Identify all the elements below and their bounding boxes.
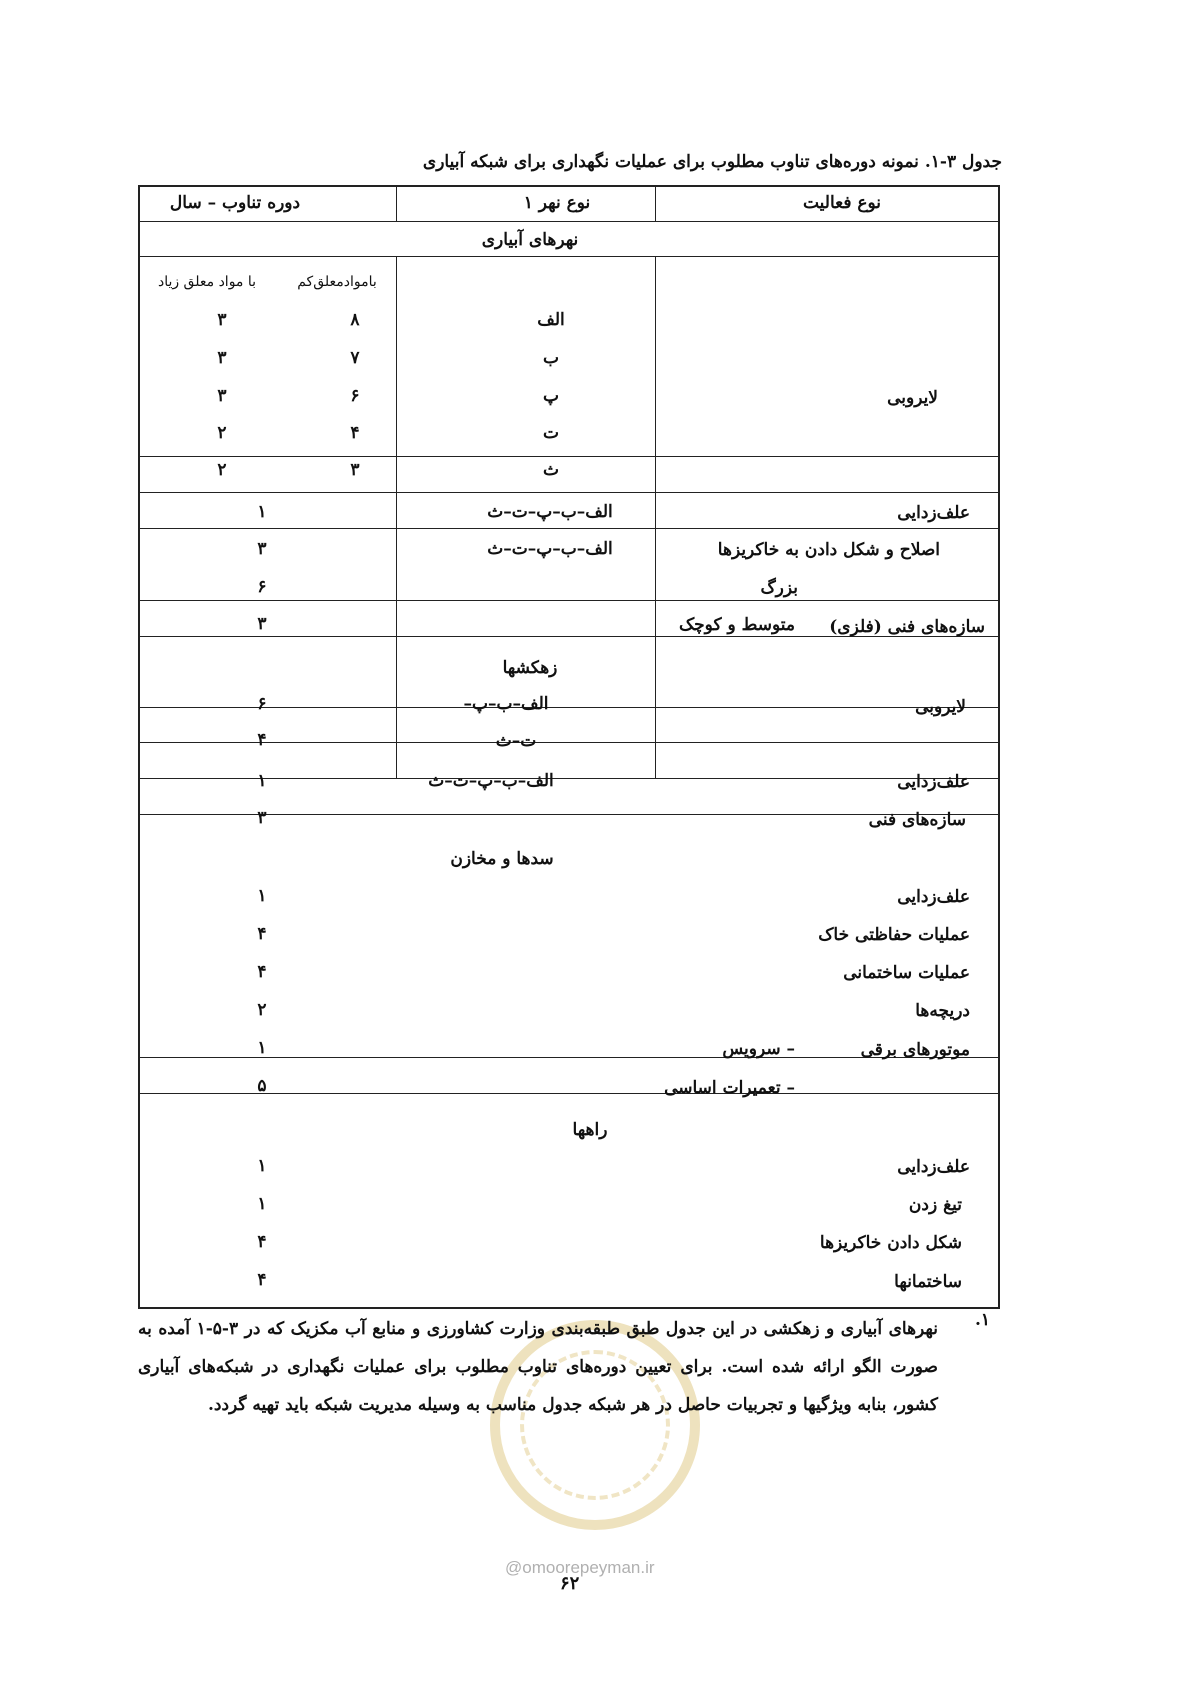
irrigation-high-value: ۳ [217, 310, 227, 330]
col-divider [655, 187, 656, 221]
header-period: دوره تناوب – سال [169, 193, 301, 213]
roads-row-period: ۴ [257, 1232, 267, 1252]
col-divider [655, 256, 656, 778]
dams-service-period: ۱ [257, 1038, 267, 1058]
section-dams: سدها و مخازن [450, 849, 554, 869]
dams-service-label: – سرویس [722, 1039, 795, 1059]
dams-motors-label: موتورهای برقی [860, 1040, 970, 1060]
dams-row-label: علف‌زدایی [897, 887, 970, 907]
irrigation-high-value: ۳ [217, 348, 227, 368]
row-divider [140, 707, 998, 708]
structures-small-label: متوسط و کوچک [678, 615, 795, 635]
roads-row-label: ساختمانها [894, 1272, 962, 1292]
drains-dredging-label: لایروبی [915, 697, 966, 717]
footnote-number: .۱ [975, 1310, 991, 1330]
col-divider [396, 187, 397, 221]
irrigation-type: پ [542, 386, 560, 406]
irrigation-low-value: ۳ [350, 460, 360, 480]
row-divider [140, 742, 998, 743]
irrigation-weeding-type: الف–ب–پ–ت–ث [487, 502, 613, 522]
irrigation-low-value: ۷ [350, 348, 360, 368]
drains-weeding-period: ۱ [257, 771, 267, 791]
roads-row-period: ۱ [257, 1194, 267, 1214]
footnote-text: نهرهای آبیاری و زهکشی در این جدول طبق طبقه‌بندی وزارت کشاورزی و منابع آب مکزیک که در ۳-۵-۱ آمده به صورت الگو ارائه شده است. برای تعیین دوره‌های تناوب مطلوب برای عملیات نگهداری در شبکه‌های آبیاری کشور، بنابه ویژگیها و تجربیات حاصل در هر شبکه جدول مناسب به وسیله مدیریت شبکه باید تهیه گردد. [138, 1319, 938, 1415]
irrigation-embankment-label: اصلاح و شکل دادن به خاکریزها [717, 540, 940, 560]
section-roads: راهها [572, 1120, 608, 1140]
row-divider [140, 778, 998, 779]
irrigation-weeding-period: ۱ [257, 502, 267, 522]
row-divider [140, 256, 998, 257]
roads-row-label: شکل دادن خاکریزها [819, 1233, 962, 1253]
col-divider [396, 256, 397, 778]
dams-row-label: عملیات ساختمانی [843, 963, 970, 983]
drains-structures-period: ۳ [257, 808, 267, 828]
irrigation-embankment-type: الف–ب–پ–ت–ث [487, 539, 613, 559]
structures-label: سازه‌های فنی (فلزی) [829, 617, 985, 637]
header-activity: نوع فعالیت [802, 193, 882, 213]
drains-dredging-period1: ۶ [257, 694, 267, 714]
irrigation-low-value: ۸ [350, 310, 360, 330]
dams-row-period: ۴ [257, 924, 267, 944]
row-divider [140, 492, 998, 493]
irrigation-embankment-period: ۳ [257, 539, 267, 559]
drains-weeding-label: علف‌زدایی [897, 772, 970, 792]
drains-structures-label: سازه‌های فنی [868, 810, 966, 830]
drains-weeding-type: الف–ب–پ–ت–ث [428, 771, 554, 791]
subheader-high-sediment: با مواد معلق زیاد [157, 274, 257, 290]
irrigation-low-value: ۶ [350, 386, 360, 406]
roads-row-period: ۱ [257, 1156, 267, 1176]
irrigation-weeding-label: علف‌زدایی [897, 503, 970, 523]
dams-row-period: ۴ [257, 962, 267, 982]
dams-row-label: دریچه‌ها [915, 1001, 970, 1021]
drains-dredging-type1: الف–ب–پ– [463, 694, 549, 714]
maintenance-table [138, 185, 1000, 1309]
irrigation-high-value: ۳ [217, 386, 227, 406]
dams-overhaul-label: – تعمیرات اساسی [664, 1078, 795, 1098]
irrigation-low-value: ۴ [350, 423, 360, 443]
section-drains: زهکشها [502, 658, 558, 678]
dams-overhaul-period: ۵ [257, 1076, 267, 1096]
row-divider [140, 600, 998, 601]
drains-dredging-type2: ت–ث [495, 731, 537, 751]
page-number: ۶۲ [560, 1573, 580, 1594]
structures-small-period: ۳ [257, 614, 267, 634]
table-caption: جدول ۳-۱. نمونه دوره‌های تناوب مطلوب برای عملیات نگهداری برای شبکه آبیاری [422, 152, 1002, 172]
header-canal-type: نوع نهر ۱ [523, 193, 591, 213]
irrigation-type: ب [542, 348, 560, 368]
dams-row-period: ۲ [257, 1000, 267, 1020]
irrigation-type: الف [537, 310, 565, 330]
row-divider [140, 1093, 998, 1094]
irrigation-type: ت [542, 423, 560, 443]
drains-dredging-period2: ۴ [257, 730, 267, 750]
irrigation-high-value: ۲ [217, 423, 227, 443]
irrigation-dredging-label: لایروبی [887, 388, 938, 408]
dams-row-period: ۱ [257, 886, 267, 906]
roads-row-period: ۴ [257, 1270, 267, 1290]
row-divider [140, 221, 998, 222]
roads-row-label: علف‌زدایی [897, 1157, 970, 1177]
irrigation-high-value: ۲ [217, 460, 227, 480]
irrigation-type: ث [542, 460, 560, 480]
dams-row-label: عملیات حفاظتی خاک [818, 925, 970, 945]
structures-large-period: ۶ [257, 577, 267, 597]
row-divider [140, 456, 998, 457]
section-irrigation: نهرهای آبیاری [481, 230, 579, 250]
structures-large-label: بزرگ [760, 578, 798, 598]
row-divider [140, 528, 998, 529]
watermark-url: @omoorepeyman.ir [505, 1558, 655, 1577]
subheader-low-sediment: باموادمعلق‌کم [297, 274, 377, 290]
roads-row-label: تیغ زدن [908, 1195, 962, 1215]
